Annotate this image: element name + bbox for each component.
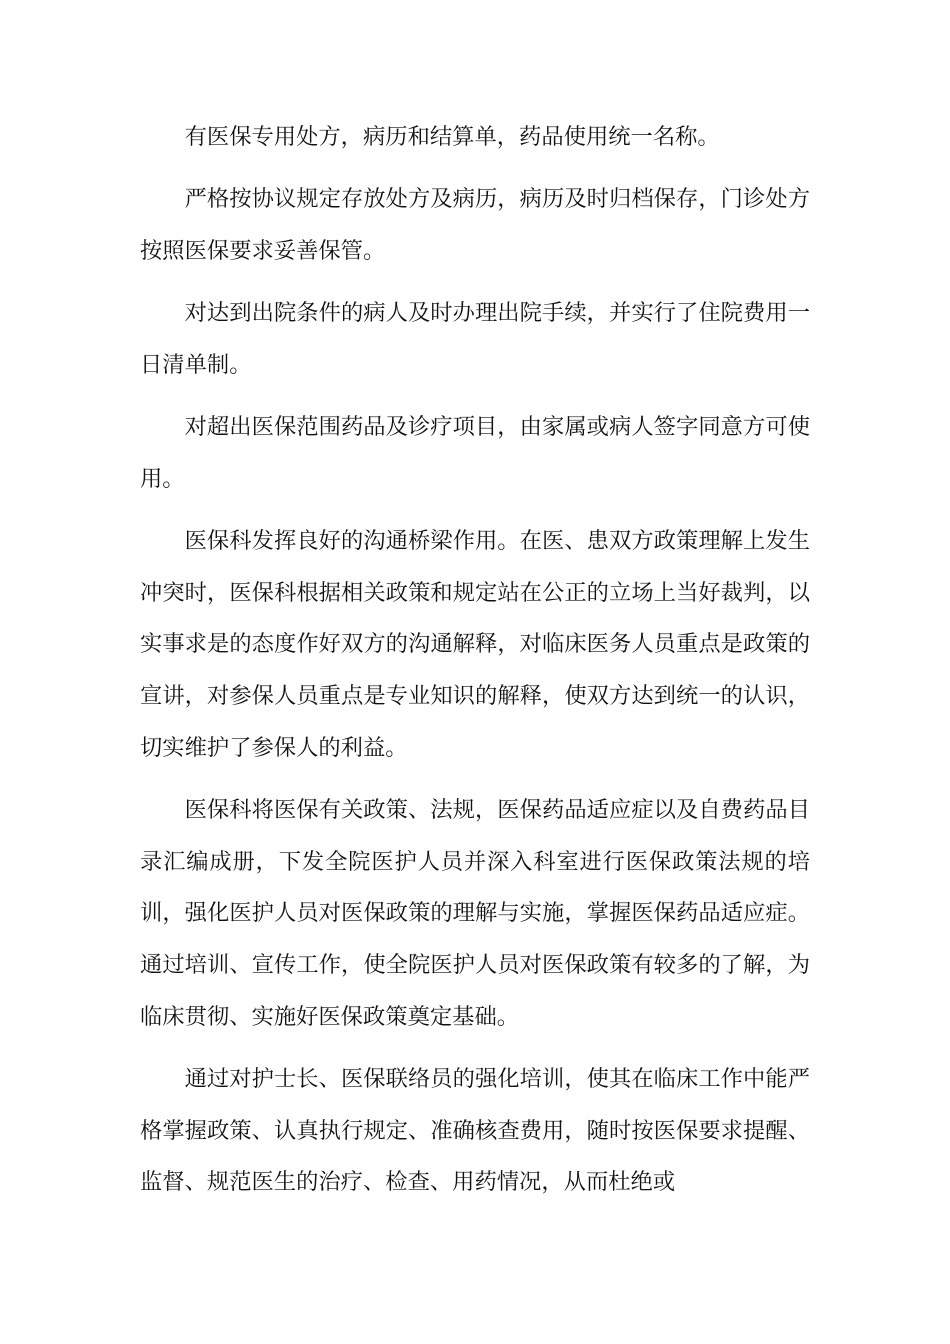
paragraph-1: 有医保专用处方，病历和结算单，药品使用统一名称。 [184, 124, 720, 150]
paragraph-3: 对达到出院条件的病人及时办理出院手续，并实行了住院费用一日清单制。 [140, 300, 810, 378]
paragraph-6: 医保科将医保有关政策、法规，医保药品适应症以及自费药品目录汇编成册，下发全院医护人员并深入科室进行医保政策法规的培训，强化医护人员对医保政策的理解与实施，掌握医保药品适应症。通过培训、宣传工作，使全院医护人员对医保政策有较多的了解，为临床贯彻、实施好医保政策奠定基础。 [140, 796, 810, 1030]
document-body [140, 112, 810, 1220]
paragraph-2: 严格按协议规定存放处方及病历，病历及时归档保存，门诊处方按照医保要求妥善保管。 [140, 186, 810, 264]
paragraph-5: 医保科发挥良好的沟通桥梁作用。在医、患双方政策理解上发生冲突时，医保科根据相关政策和规定站在公正的立场上当好裁判，以实事求是的态度作好双方的沟通解释，对临床医务人员重点是政策的宣讲，对参保人员重点是专业知识的解释，使双方达到统一的认识，切实维护了参保人的利益。 [140, 527, 810, 761]
paragraph-7: 通过对护士长、医保联络员的强化培训，使其在临床工作中能严格掌握政策、认真执行规定、准确核查费用，随时按医保要求提醒、监督、规范医生的治疗、检查、用药情况，从而杜绝或 [140, 1065, 810, 1196]
paragraph-4: 对超出医保范围药品及诊疗项目，由家属或病人签字同意方可使用。 [140, 414, 810, 492]
